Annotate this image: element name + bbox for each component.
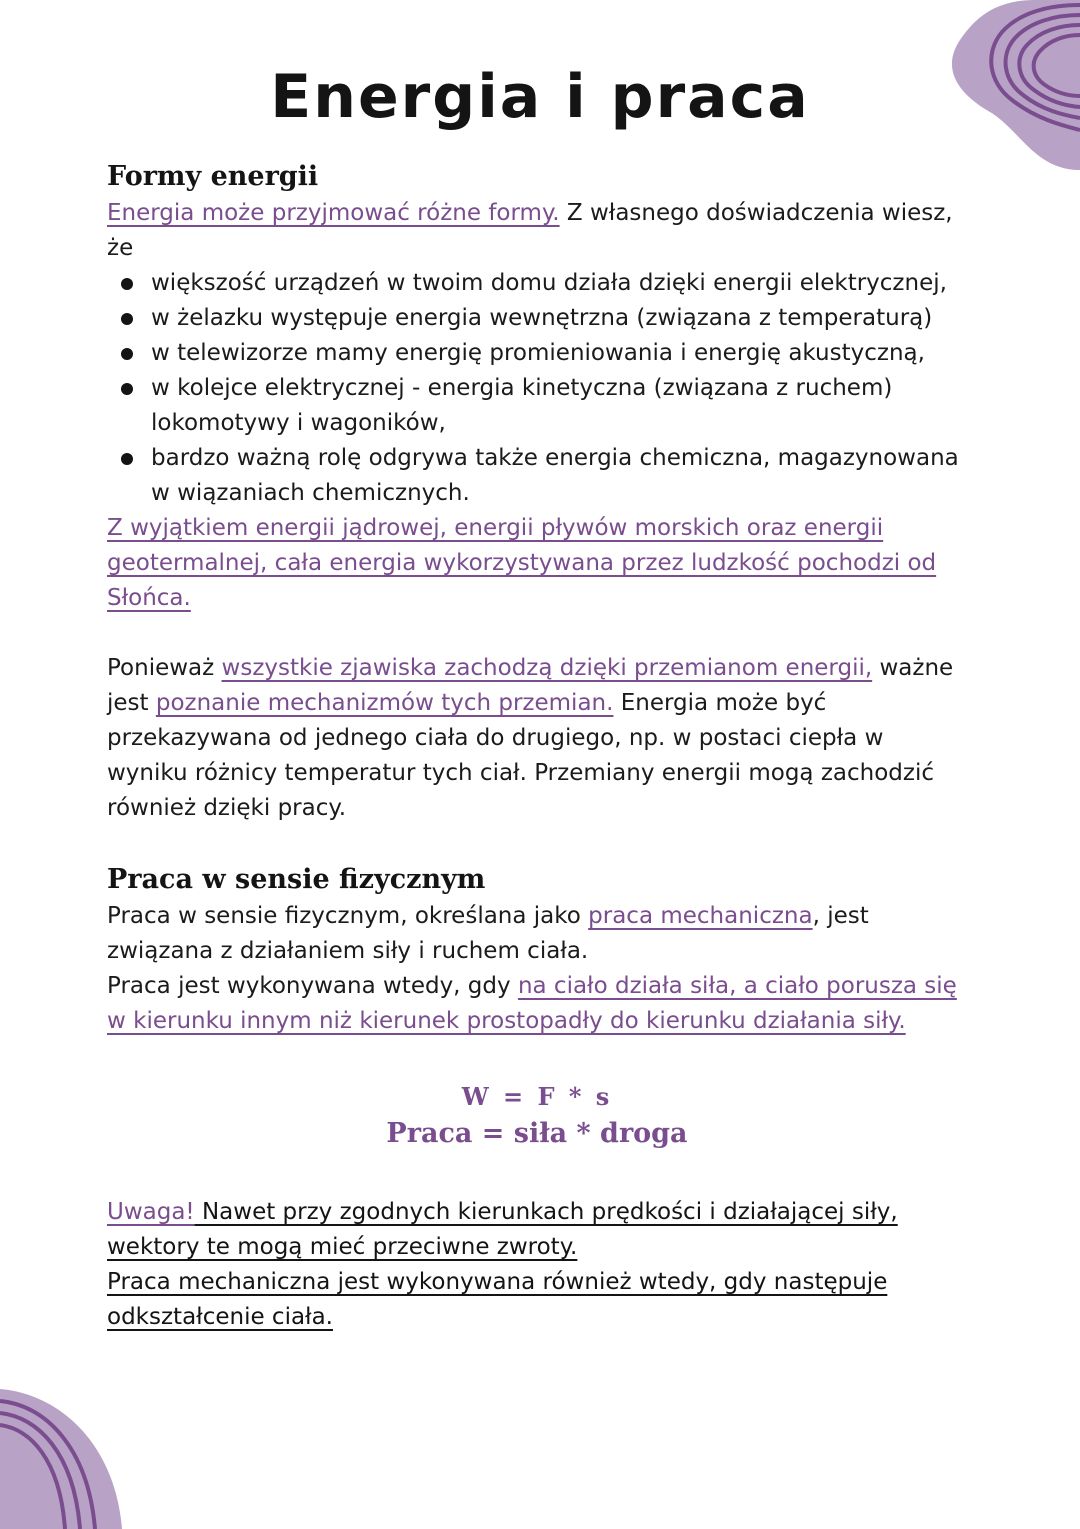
decorative-blob-bottom-left	[0, 1389, 130, 1529]
para-middle: ważne jest	[107, 655, 954, 716]
para-highlight-1: wszystkie zjawiska zachodzą dzięki przemianom energii,	[221, 655, 873, 681]
warning-note	[107, 1195, 967, 1265]
deformation-note: Praca mechaniczna jest wykonywana również wtedy, gdy następuje odkształcenie ciała.	[107, 1269, 888, 1330]
forms-intro	[107, 196, 967, 266]
note-content	[107, 158, 967, 1335]
spacer	[107, 826, 967, 861]
section-heading-forms: Formy energii	[107, 161, 319, 192]
warning-label: Uwaga!	[107, 1199, 195, 1225]
work-condition	[107, 969, 967, 1039]
work-definition	[107, 899, 967, 969]
list-item: w żelazku występuje energia wewnętrzna (związana z temperaturą)	[151, 301, 967, 336]
para-highlight-2: poznanie mechanizmów tych przemian.	[155, 690, 614, 716]
para-start: Ponieważ	[107, 655, 222, 681]
work-cond-start: Praca jest wykonywana wtedy, gdy	[107, 973, 518, 999]
energy-transformation-paragraph	[107, 651, 967, 826]
list-item: w telewizorze mamy energię promieniowania i energię akustyczną,	[151, 336, 967, 371]
work-formula	[107, 1079, 967, 1153]
energy-forms-list	[107, 266, 967, 511]
work-cond-highlight: na ciało działa siła, a ciało porusza się w kierunku innym niż kierunek prostopadły do kierunku działania siły.	[107, 973, 957, 1034]
work-def-start: Praca w sensie fizycznym, określana jako	[107, 903, 589, 929]
forms-intro-highlight: Energia może przyjmować różne formy.	[107, 200, 560, 226]
spacer	[107, 1153, 967, 1195]
sun-energy-note: Z wyjątkiem energii jądrowej, energii pływów morskich oraz energii geotermalnej, cała energia wykorzystywana przez ludzkość pochodzi od Słońca.	[107, 515, 937, 611]
list-item: w kolejce elektrycznej - energia kinetyczna (związana z ruchem) lokomotywy i wagoników,	[151, 371, 967, 441]
work-def-end: , jest związana z działaniem siły i ruchem ciała.	[107, 903, 869, 964]
para-end: Energia może być przekazywana od jednego ciała do drugiego, np. w postaci ciepła w wyniku różnicy temperatur tych ciał. Przemiany energii mogą zachodzić również dzięki pracy.	[107, 690, 935, 821]
forms-intro-rest: Z własnego doświadczenia wiesz, że	[107, 200, 953, 261]
list-item: bardzo ważną rolę odgrywa także energia chemiczna, magazynowana w wiązaniach chemicznych.	[151, 441, 967, 511]
list-item: większość urządzeń w twoim domu działa dzięki energii elektrycznej,	[151, 266, 967, 301]
section-heading-work: Praca w sensie fizycznym	[107, 864, 486, 895]
work-def-highlight: praca mechaniczna	[588, 903, 813, 929]
spacer	[107, 1039, 967, 1079]
spacer	[107, 616, 967, 651]
warning-text: Nawet przy zgodnych kierunkach prędkości i działającej siły, wektory te mogą mieć przeciwne zwroty.	[107, 1199, 898, 1260]
formula-symbolic: W = F * s	[461, 1082, 613, 1111]
formula-verbal: Praca = siła * droga	[386, 1118, 688, 1149]
page-title: Energia i praca	[270, 62, 810, 132]
